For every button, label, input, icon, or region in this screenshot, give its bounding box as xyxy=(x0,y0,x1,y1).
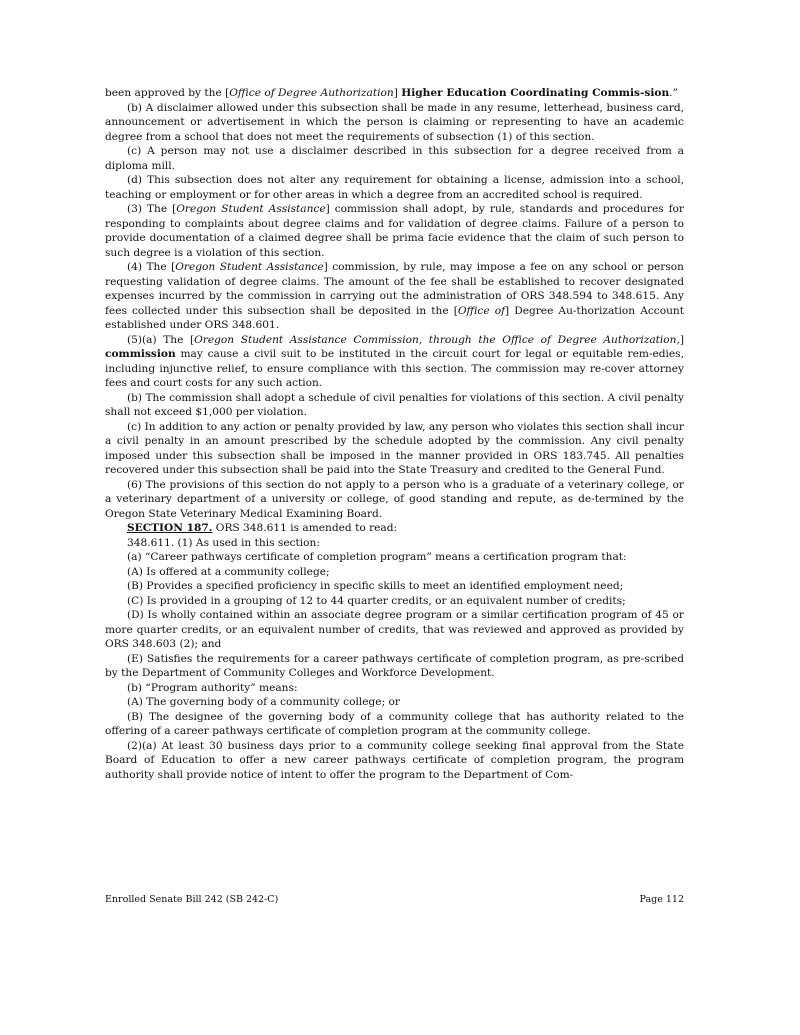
paragraph xyxy=(105,202,684,260)
text-run: been approved by the [ xyxy=(105,87,230,99)
text-run: (b) A disclaimer allowed under this subsection shall be made in any resume, letterhead, business card, announcement or advertisement in which the person is claiming or representing to have an academic degree from a school that does not meet the requirements of subsection (1) of this section. xyxy=(105,101,684,143)
paragraph xyxy=(105,565,684,580)
paragraph xyxy=(105,101,684,145)
text-run: (3) The [ xyxy=(127,203,177,215)
bold-text: commission xyxy=(105,348,176,360)
text-run: ] xyxy=(679,333,684,346)
bold-text: Higher Education Coordinating Commis-sion xyxy=(401,87,670,99)
paragraph xyxy=(105,739,684,783)
text-run: (C) Is provided in a grouping of 12 to 44 quarter credits, or an equivalent number of credits; xyxy=(127,594,626,607)
italic-text: Oregon Student Assistance Commission, through the Office of Degree Authorization, xyxy=(194,333,680,346)
italic-text: Oregon Student Assistance xyxy=(175,261,324,273)
paragraph xyxy=(105,579,684,594)
paragraph xyxy=(105,594,684,609)
text-run: (a) “Career pathways certificate of completion program” means a certification program that: xyxy=(127,551,627,563)
paragraph xyxy=(105,550,684,565)
text-run: ] commission shall adopt, by rule, standards and procedures for responding to complaints about degree claims and for validation of degree claims. Failure of a person to provide documentation of a claimed degree shall be prima facie evidence that the claim of such person to such degree is a violation of this section. xyxy=(105,203,684,259)
text-run: (d) This subsection does not alter any requirement for obtaining a license, admission into a school, teaching or employment or for other areas in which a degree from an accredited school is required. xyxy=(105,174,684,201)
text-run: (c) A person may not use a disclaimer described in this subsection for a degree received from a diploma mill. xyxy=(105,145,684,172)
text-run: (A) Is offered at a community college; xyxy=(127,565,330,578)
paragraph xyxy=(105,652,684,681)
paragraph xyxy=(105,333,684,391)
text-run: (6) The provisions of this section do not apply to a person who is a graduate of a veterinary college, or a veterinary department of a university or college, of good standing and repute, as de-termined by the Oregon State Veterinary Medical Examining Board. xyxy=(105,478,684,520)
paragraph xyxy=(105,144,684,173)
italic-text: Oregon Student Assistance xyxy=(176,203,326,215)
text-run: ] commission, by rule, may impose a fee on any school or person requesting validation of degree claims. The amount of the fee shall be established to recover designated expenses incurred by the commission in carrying out the administration of ORS 348.594 to 348.615. Any fees collected under this subsection shall be deposited in the [ xyxy=(105,261,684,317)
footer-page-number: Page 112 xyxy=(639,894,684,905)
page-footer xyxy=(105,894,684,905)
paragraph xyxy=(105,478,684,522)
text-run: (c) In addition to any action or penalty provided by law, any person who violates this section shall incur a civil penalty in an amount prescribed by the schedule adopted by the commission. Any civil penalty imposed under this subsection shall be imposed in the manner provided in ORS 183.745. All penalties recovered under this subsection shall be paid into the State Treasury and credited to the General Fund. xyxy=(105,420,684,476)
paragraph xyxy=(105,260,684,333)
italic-text: Office of Degree Authorization xyxy=(229,87,394,99)
text-run: (A) The governing body of a community college; or xyxy=(127,696,400,708)
paragraph xyxy=(105,710,684,739)
text-run: (b) “Program authority” means: xyxy=(127,681,298,694)
paragraph xyxy=(105,86,684,101)
section-heading: SECTION 187. xyxy=(127,522,213,534)
paragraph xyxy=(105,608,684,652)
text-run: (B) Provides a specified proficiency in specific skills to meet an identified employment need; xyxy=(127,580,624,592)
document-body xyxy=(105,86,684,782)
text-run: ORS 348.611 is amended to read: xyxy=(212,522,398,534)
text-run: .” xyxy=(669,87,678,99)
paragraph xyxy=(105,536,684,551)
paragraph xyxy=(105,391,684,420)
text-run: (2)(a) At least 30 business days prior to a community college seeking final approval from the State Board of Education to offer a new career pathways certificate of completion program, the program authority shall provide notice of intent to offer the program to the Department of Com- xyxy=(105,739,684,781)
text-run: (E) Satisfies the requirements for a career pathways certificate of completion program, as pre-scribed by the Department of Community Colleges and Workforce Development. xyxy=(105,652,684,679)
paragraph xyxy=(105,681,684,696)
text-run: (B) The designee of the governing body of a community college that has authority related to the offering of a career pathways certificate of completion program at the community college. xyxy=(105,710,684,737)
paragraph xyxy=(105,695,684,710)
paragraph xyxy=(105,420,684,478)
text-run: ] Degree Au-thorization Account established under ORS 348.601. xyxy=(105,304,684,331)
text-run: (D) Is wholly contained within an associate degree program or a similar certification program of 45 or more quarter credits, or an equivalent number of credits, that was reviewed and approved as provided by ORS 348.603 (2); and xyxy=(105,609,684,650)
paragraph xyxy=(105,173,684,202)
text-run: (5)(a) The [ xyxy=(127,333,195,346)
italic-text: Office of xyxy=(457,304,505,317)
text-run: ] xyxy=(393,87,402,99)
footer-bill-title: Enrolled Senate Bill 242 (SB 242-C) xyxy=(105,894,279,905)
paragraph xyxy=(105,521,684,536)
text-run: may cause a civil suit to be instituted in the circuit court for legal or equitable rem-edies, including injunctive relief, to ensure compliance with this section. The commission may re-cover attorney fees and court costs for any such action. xyxy=(105,348,684,389)
text-run: (b) The commission shall adopt a schedule of civil penalties for violations of this section. A civil penalty shall not exceed $1,000 per violation. xyxy=(105,391,684,418)
text-run: 348.611. (1) As used in this section: xyxy=(127,536,320,549)
text-run: (4) The [ xyxy=(127,261,176,273)
